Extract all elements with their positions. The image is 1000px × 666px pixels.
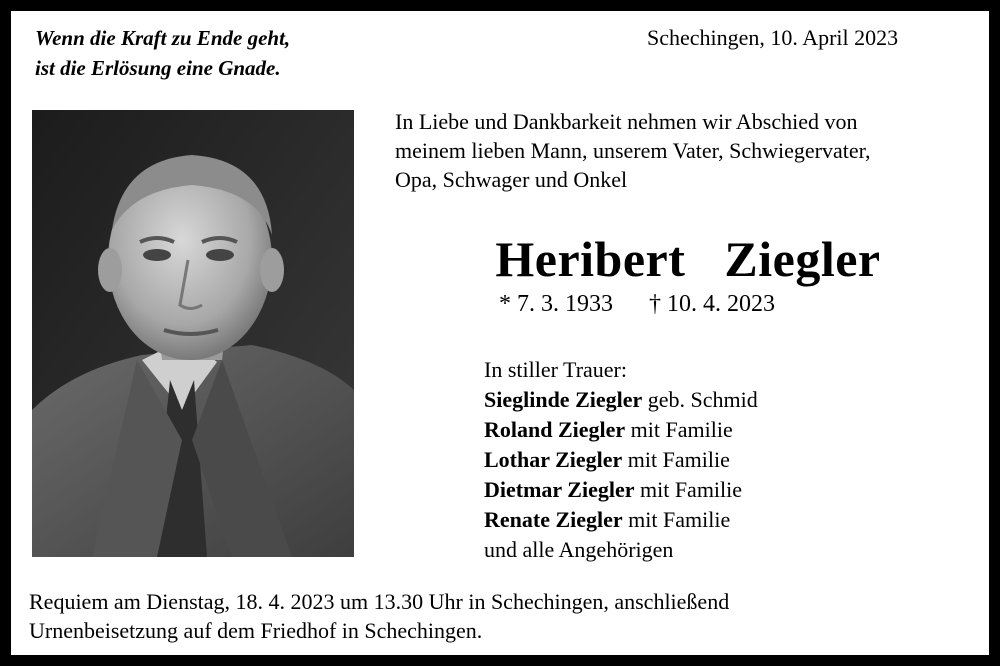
mourner-row xyxy=(484,505,758,535)
mourners-heading: In stiller Trauer: xyxy=(484,357,627,382)
mourner-suffix: mit Familie xyxy=(622,447,730,472)
mourner-row xyxy=(484,385,758,415)
mourner-suffix: geb. Schmid xyxy=(642,387,758,412)
death-date: † 10. 4. 2023 xyxy=(649,291,775,317)
portrait-photo xyxy=(32,110,354,557)
mourner-row xyxy=(484,475,758,505)
mourner-name: Dietmar Ziegler xyxy=(484,477,635,502)
motto-line-1: Wenn die Kraft zu Ende geht, xyxy=(35,26,291,50)
mourner-name: Sieglinde Ziegler xyxy=(484,387,643,412)
mourner-row xyxy=(484,445,758,475)
mourners-closing: und alle Angehörigen xyxy=(484,537,674,562)
life-dates xyxy=(499,288,775,320)
mourner-name: Lothar Ziegler xyxy=(484,447,623,472)
place-date: Schechingen, 10. April 2023 xyxy=(647,25,899,50)
mourner-suffix: mit Familie xyxy=(634,477,743,502)
motto xyxy=(35,23,290,83)
intro-line-1: In Liebe und Dankbarkeit nehmen wir Abschied von xyxy=(395,109,858,134)
intro-line-2: meinem lieben Mann, unserem Vater, Schwiegervater, xyxy=(395,138,871,163)
deceased-name: Heribert Ziegler xyxy=(495,231,881,287)
intro-line-3: Opa, Schwager und Onkel xyxy=(395,167,628,192)
mourner-row xyxy=(484,415,758,445)
service-details xyxy=(29,587,729,645)
intro-text xyxy=(395,107,871,194)
service-line-1: Requiem am Dienstag, 18. 4. 2023 um 13.30 Uhr in Schechingen, anschließend xyxy=(29,589,730,614)
mourners-list xyxy=(484,355,758,565)
mourner-suffix: mit Familie xyxy=(625,417,733,442)
service-line-2: Urnenbeisetzung auf dem Friedhof in Schechingen. xyxy=(29,618,483,643)
birth-date: * 7. 3. 1933 xyxy=(499,291,613,317)
mourner-suffix: mit Familie xyxy=(622,507,731,532)
mourner-name: Renate Ziegler xyxy=(484,507,623,532)
motto-line-2: ist die Erlösung eine Gnade. xyxy=(35,56,281,80)
mourner-name: Roland Ziegler xyxy=(484,417,626,442)
date-spacer xyxy=(613,291,649,317)
